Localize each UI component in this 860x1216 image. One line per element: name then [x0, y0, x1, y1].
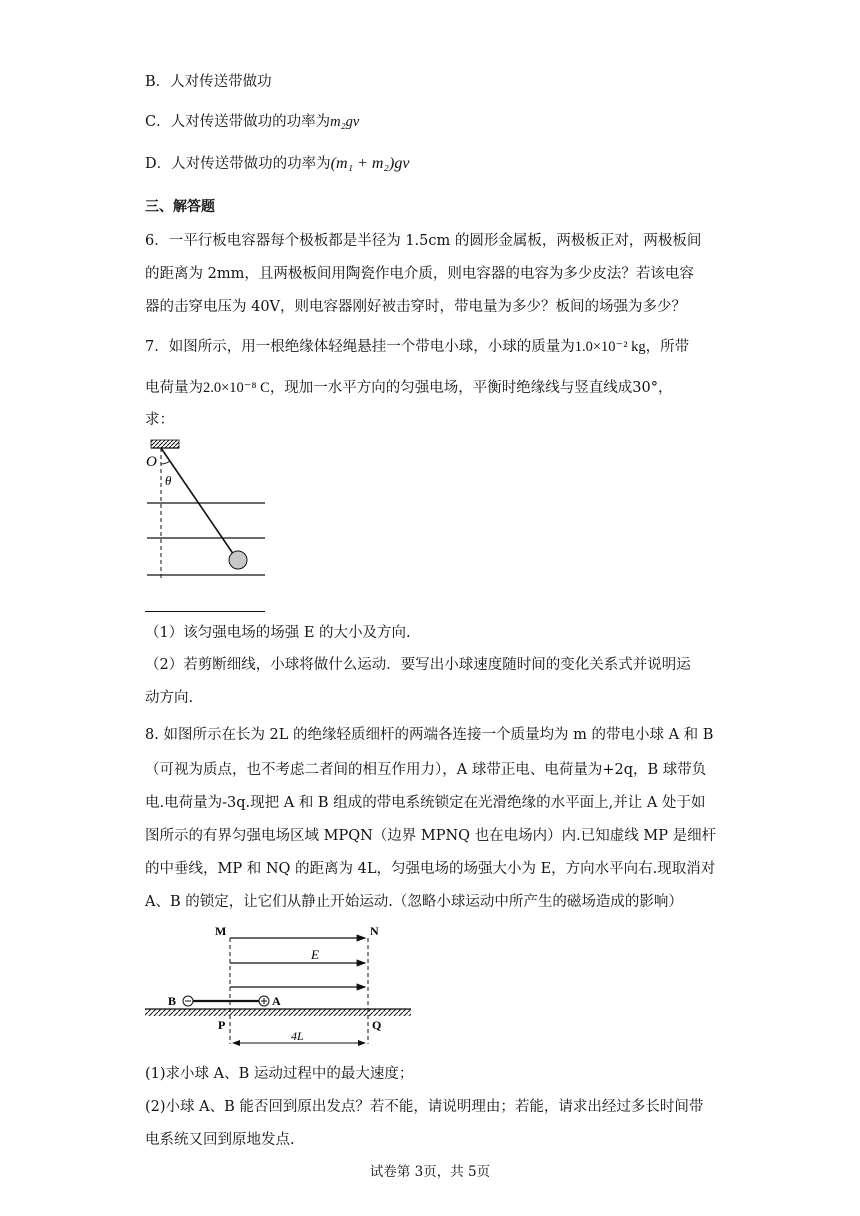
option-d	[145, 154, 409, 174]
q7-line-3: 求：	[145, 412, 174, 428]
q7-charge: 2.0×10⁻⁸ C	[203, 380, 270, 396]
label-a: A	[272, 994, 281, 1008]
section-title: 三、解答题	[145, 199, 215, 215]
q6-line-3: 器的击穿电压为 40V，则电容器刚好被击穿时，带电量为多少？板间的场强为多少？	[145, 299, 687, 315]
q7-sub2-line-1: （2）若剪断细线，小球将做什么运动．要写出小球速度随时间的变化关系式并说明运	[145, 657, 691, 673]
q7-figure	[143, 438, 273, 616]
q7-line-1-text: 7．如图所示，用一根绝缘体轻绳悬挂一个带电小球，小球的质量为	[145, 339, 575, 355]
ground-hatch	[145, 1009, 411, 1016]
q7-line-2-text: 电荷量为	[145, 380, 203, 396]
option-d-formula: (m₁ + m₂)gv	[330, 155, 410, 172]
label-b: B	[168, 994, 177, 1008]
option-d-text: D．人对传送带做功的功率为	[145, 156, 331, 172]
option-b: B．人对传送带做功	[145, 74, 272, 90]
q6-line-1: 6．一平行板电容器每个极板都是半径为 1.5cm 的圆形金属板，两极板正对，两极板间	[145, 233, 702, 249]
charged-ball	[229, 551, 247, 569]
q6-line-2: 的距离为 2mm，且两极板间用陶瓷作电介质，则电容器的电容为多少皮法？若该电容	[145, 266, 694, 282]
q7-sub1: （1）该匀强电场的场强 E 的大小及方向.	[145, 625, 411, 641]
q8-line-6: A、B 的锁定，让它们从静止开始运动.（忽略小球运动中所产生的磁场造成的影响）	[145, 894, 683, 910]
q8-line-1: 8. 如图所示在长为 2L 的绝缘轻质细杆的两端各连接一个质量均为 m 的带电小球 A 和 B	[145, 727, 714, 743]
page-footer: 试卷第 3页，共 5页	[369, 1164, 491, 1180]
label-e: E	[311, 947, 319, 962]
q7-mass: 1.0×10⁻² kg	[574, 339, 646, 355]
q8-figure	[143, 922, 413, 1054]
label-n: N	[370, 924, 379, 938]
option-c	[145, 112, 359, 132]
option-c-text: C．人对传送带做功的功率为	[145, 114, 331, 130]
q8-line-4: 图所示的有界匀强电场区域 MPQN（边界 MPNQ 也在电场内）内.已知虚线 MP 是细杆	[145, 828, 717, 844]
label-p: P	[218, 1018, 226, 1032]
q7-sub2-line-2: 动方向.	[145, 690, 194, 706]
label-q: Q	[372, 1018, 382, 1032]
option-c-formula: m₂gv	[330, 114, 360, 130]
label-o: O	[146, 454, 157, 470]
label-m: M	[215, 924, 227, 938]
q8-line-5: 的中垂线，MP 和 NQ 的距离为 4L，匀强电场的场强大小为 E，方向水平向右.现取消对	[145, 861, 716, 877]
ceiling-hatch	[151, 440, 179, 448]
label-theta: θ	[165, 473, 172, 488]
q8-sub2-line-2: 电系统又回到原地发点.	[145, 1132, 295, 1148]
q8-sub2-line-1: (2)小球 A、B 能否回到原出发点？若不能，请说明理由；若能，请求出经过多长时间带	[145, 1099, 704, 1115]
q8-line-3: 电.电荷量为-3q.现把 A 和 B 组成的带电系统锁定在光滑绝缘的水平面上,并让 A 处于如	[145, 795, 706, 811]
q8-sub1: (1)求小球 A、B 运动过程中的最大速度；	[145, 1066, 414, 1082]
figure-separator	[145, 611, 265, 612]
angle-arc	[161, 461, 170, 464]
q7-line-2-suffix: ，现加一水平方向的匀强电场，平衡时绝缘线与竖直线成30°，	[269, 380, 673, 396]
label-4l: 4L	[291, 1029, 304, 1043]
q7-line-2	[145, 378, 673, 398]
q7-line-1	[145, 337, 689, 357]
q8-line-2: （可视为质点，也不考虑二者间的相互作用力），A 球带正电、电荷量为+2q，B 球带负	[145, 762, 707, 778]
q7-line-1-suffix: ，所带	[645, 339, 690, 355]
